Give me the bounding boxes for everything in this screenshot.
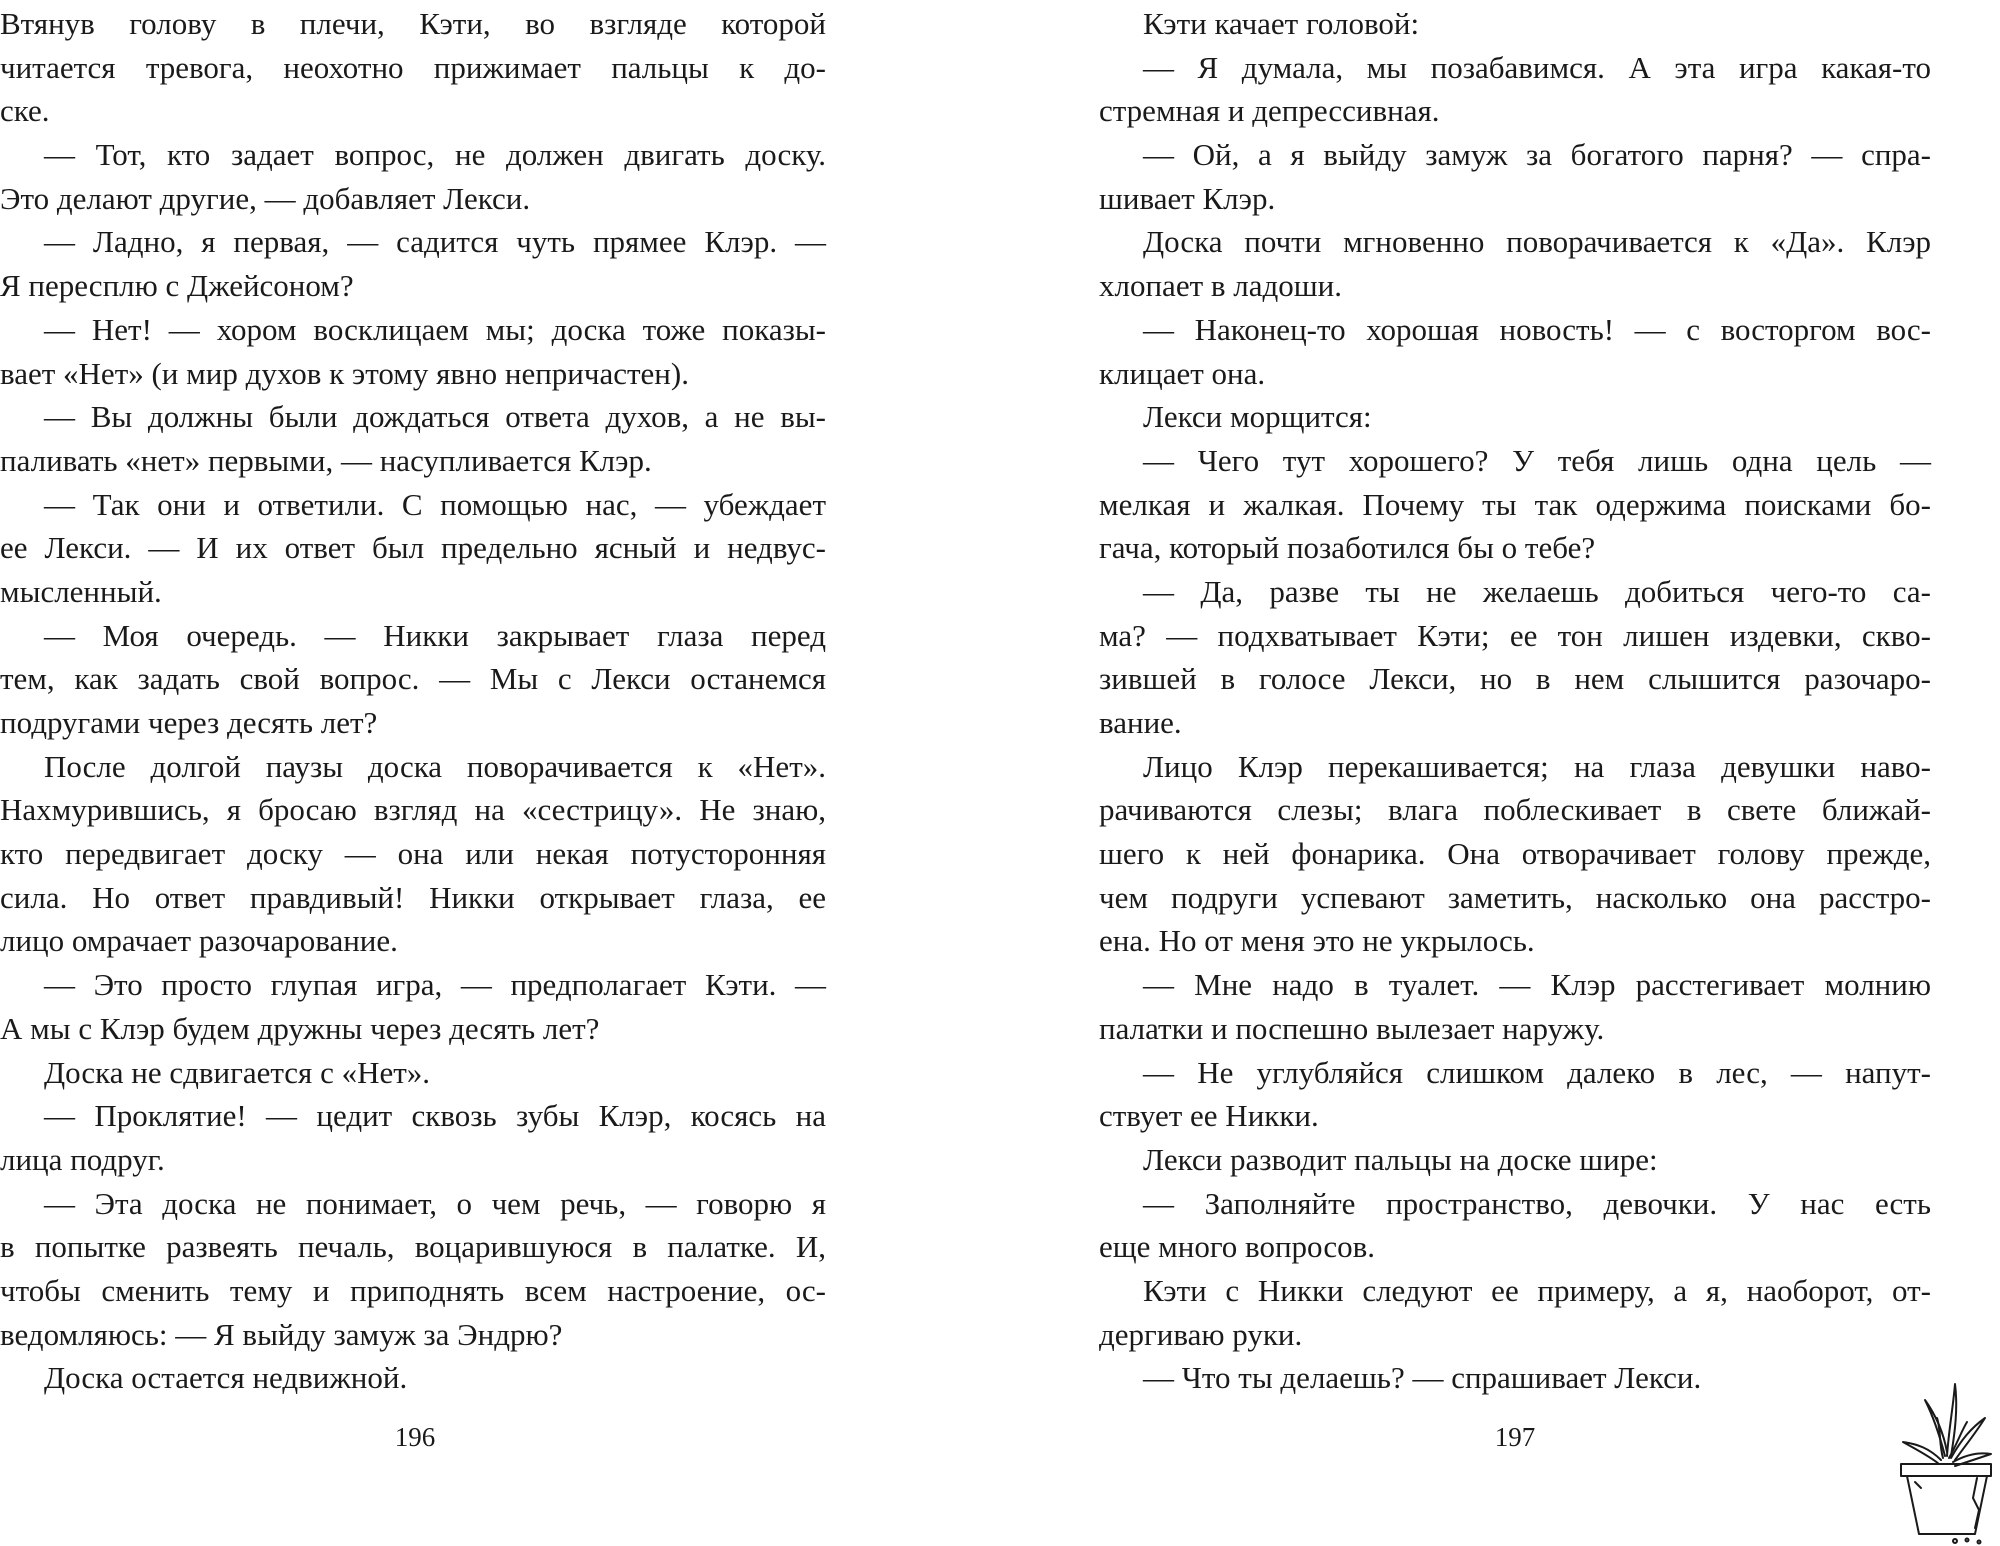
text-line: паливать «нет» первыми, — насупливается Клэр.	[0, 442, 652, 478]
text-line: вает «Нет» (и мир духов к этому явно непричастен).	[0, 355, 689, 391]
text-line: — Вы должны были дождаться ответа духов, а не вы-	[44, 399, 826, 435]
text-line: тем, как задать свой вопрос. — Мы с Лекси останемся	[0, 661, 826, 697]
potted-plant-icon	[1895, 1378, 1995, 1546]
text-line: шего к ней фонарика. Она отворачивает голову прежде,	[1099, 836, 1931, 872]
right-page-text	[1099, 2, 1931, 1400]
right-page	[1000, 0, 2000, 1546]
text-line: мысленный.	[0, 573, 162, 609]
text-line: — Моя очередь. — Никки закрывает глаза перед	[44, 617, 826, 653]
text-line: хлопает в ладоши.	[1099, 268, 1342, 304]
text-line: ведомляюсь: — Я выйду замуж за Эндрю?	[0, 1316, 563, 1352]
text-line: подругами через десять лет?	[0, 705, 378, 740]
text-line: стремная и депрессивная.	[1099, 93, 1440, 129]
text-line: мелкая и жалкая. Почему ты так одержима поисками бо-	[1099, 486, 1931, 522]
text-line: вание.	[1099, 705, 1182, 740]
text-line: — Я думала, мы позабавимся. А эта игра какая-то	[1143, 49, 1931, 85]
text-line: — Да, разве ты не желаешь добиться чего-то са-	[1143, 573, 1931, 609]
text-line: еще много вопросов.	[1099, 1229, 1375, 1265]
left-page-number: 196	[394, 1422, 436, 1452]
text-line: — Нет! — хором восклицаем мы; доска тоже показы-	[44, 311, 826, 347]
text-line: рачиваются слезы; влага поблескивает в свете ближай-	[1099, 792, 1931, 828]
text-line: Это делают другие, — добавляет Лекси.	[0, 180, 531, 216]
text-line: Лекси разводит пальцы на доске шире:	[1143, 1141, 1658, 1177]
text-line: ее Лекси. — И их ответ был предельно ясный и недвус-	[0, 530, 826, 566]
text-line: Лекси морщится:	[1143, 399, 1372, 435]
text-line: — Эта доска не понимает, о чем речь, — говорю я	[44, 1185, 826, 1221]
text-line: — Это просто глупая игра, — предполагает Кэти. —	[44, 967, 826, 1003]
text-line: Кэти качает головой:	[1143, 6, 1420, 41]
text-line: — Наконец-то хорошая новость! — с восторгом вос-	[1143, 311, 1931, 347]
text-line: После долгой паузы доска поворачивается к «Нет».	[44, 748, 826, 784]
text-line: Доска не сдвигается с «Нет».	[44, 1054, 431, 1090]
text-line: — Чего тут хорошего? У тебя лишь одна цель —	[1143, 442, 1931, 478]
text-line: Я пересплю с Джейсоном?	[0, 268, 354, 304]
text-line: ске.	[0, 93, 50, 129]
text-line: в попытке развеять печаль, воцарившуюся в палатке. И,	[0, 1229, 826, 1265]
text-line: лицо омрачает разочарование.	[0, 923, 398, 959]
text-line: Доска остается недвижной.	[44, 1360, 408, 1396]
text-line: — Не углубляйся слишком далеко в лес, — напут-	[1143, 1054, 1931, 1090]
text-line: дергиваю руки.	[1099, 1316, 1303, 1352]
text-line: ена. Но от меня это не укрылось.	[1099, 923, 1535, 959]
text-line: шивает Клэр.	[1099, 180, 1276, 216]
text-line: сила. Но ответ правдивый! Никки открывает глаза, ее	[0, 879, 826, 915]
text-line: чтобы сменить тему и приподнять всем настроение, ос-	[0, 1272, 826, 1308]
text-line: Втянув голову в плечи, Кэти, во взгляде которой	[0, 6, 826, 41]
text-line: читается тревога, неохотно прижимает пальцы к до-	[0, 49, 826, 85]
text-line: — Так они и ответили. С помощью нас, — убеждает	[44, 486, 826, 522]
text-line: чем подруги успевают заметить, насколько она расстро-	[1099, 879, 1931, 915]
left-page-text	[0, 2, 826, 1400]
text-line: ма? — подхватывает Кэти; ее тон лишен издевки, скво-	[1099, 617, 1931, 653]
text-line: ствует ее Никки.	[1099, 1098, 1319, 1134]
text-line: — Что ты делаешь? — спрашивает Лекси.	[1143, 1360, 1702, 1396]
text-line: — Ладно, я первая, — садится чуть прямее Клэр. —	[44, 224, 826, 260]
text-line: лица подруг.	[0, 1141, 165, 1177]
text-line: кто передвигает доску — она или некая потусторонняя	[0, 836, 826, 872]
right-page-number: 197	[1494, 1422, 1536, 1452]
text-line: — Мне надо в туалет. — Клэр расстегивает молнию	[1143, 967, 1931, 1003]
text-line: Нахмурившись, я бросаю взгляд на «сестрицу». Не знаю,	[0, 792, 826, 828]
text-line: Кэти с Никки следуют ее примеру, а я, наоборот, от-	[1143, 1272, 1931, 1308]
text-line: А мы с Клэр будем дружны через десять лет?	[0, 1010, 600, 1046]
text-line: Лицо Клэр перекашивается; на глаза девушки наво-	[1143, 748, 1931, 784]
text-line: — Тот, кто задает вопрос, не должен двигать доску.	[44, 137, 826, 173]
text-line: клицает она.	[1099, 355, 1266, 391]
text-line: зившей в голосе Лекси, но в нем слышится разочаро-	[1099, 661, 1931, 697]
text-line: Доска почти мгновенно поворачивается к «Да». Клэр	[1143, 224, 1931, 260]
text-line: гача, который позаботился бы о тебе?	[1099, 530, 1596, 566]
text-line: — Заполняйте пространство, девочки. У нас есть	[1143, 1185, 1931, 1221]
text-line: — Ой, а я выйду замуж за богатого парня? — спра-	[1143, 137, 1931, 173]
text-line: палатки и поспешно вылезает наружу.	[1099, 1010, 1605, 1046]
text-line: — Проклятие! — цедит сквозь зубы Клэр, косясь на	[44, 1098, 826, 1134]
